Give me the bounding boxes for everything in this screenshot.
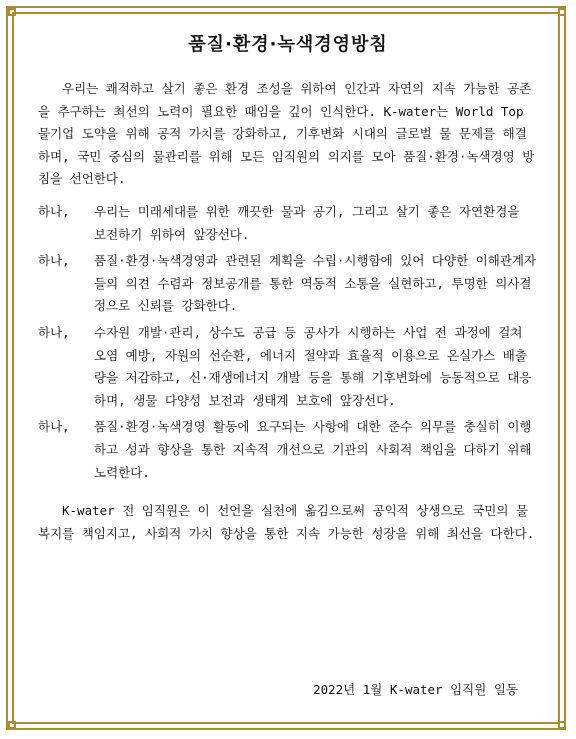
pledge-item [38, 250, 538, 318]
signature-line: 2022년 1월 K-water 임직원 일동 [313, 682, 518, 697]
pledge-label: 하나, [38, 324, 70, 340]
pledge-item [38, 322, 538, 412]
pledge-text: 품질·환경·녹색경영과 관련된 계획을 수립·시행함에 있어 다양한 이해관계자들의 의견 수렴과 정보공개를 통한 역동적 소통을 실현하고, 투명한 의사결정으로 신뢰를 강화한다. [94, 253, 537, 314]
pledge-label: 하나, [38, 253, 70, 269]
document-body [38, 78, 538, 545]
pledge-item [38, 201, 538, 246]
corner-ornament-bottom-left [4, 717, 22, 735]
pledge-text: 수자원 개발·관리, 상수도 공급 등 공사가 시행하는 사업 전 과정에 걸쳐 오염 예방, 자원의 선순환, 에너지 절약과 효율적 이용으로 온실가스 배출량을 저감하고, 신·재생에너지 개발 등을 통해 기후변화에 능동적으로 대응하며, 생물 다양성 보전과 생태계 보호에 앞장선다. [94, 324, 532, 408]
corner-ornament-top-left [4, 4, 22, 22]
pledge-item [38, 416, 538, 484]
pledge-text: 우리는 미래세대를 위한 깨끗한 물과 공기, 그리고 살기 좋은 자연환경을 보전하기 위하여 앞장선다. [94, 203, 520, 242]
corner-ornament-top-right [554, 4, 572, 22]
closing-paragraph: K-water 전 임직원은 이 선언을 실천에 옮김으로써 공익적 상생으로 국민의 물 복지를 책임지고, 사회적 가치 향상을 통한 지속 가능한 성장을 위해 최선을 다한다. [38, 503, 535, 541]
pledge-label: 하나, [38, 203, 70, 219]
corner-ornament-bottom-right [554, 717, 572, 735]
pledge-text: 품질·환경·녹색경영 활동에 요구되는 사항에 대한 준수 의무를 충실히 이행하고 성과 향상을 통한 지속적 개선으로 기관의 사회적 책임을 다하기 위해 노력한다. [94, 419, 532, 480]
intro-paragraph: 우리는 쾌적하고 살기 좋은 환경 조성을 위하여 인간과 자연의 지속 가능한 공존을 추구하는 최선의 노력이 필요한 때임을 깊이 인식한다. K-water는 World Top 물기업 도약을 위해 공적 가치를 강화하고, 기후변화 시대의 글로벌 물 문제를 해결하며, 국민 중심의 물관리를 위해 모든 임직원의 의지를 모아 품질·환경·녹색경영 방침을 선언한다. [38, 81, 535, 187]
document-title: 품질·환경·녹색경영방침 [188, 34, 388, 55]
pledge-label: 하나, [38, 419, 70, 435]
